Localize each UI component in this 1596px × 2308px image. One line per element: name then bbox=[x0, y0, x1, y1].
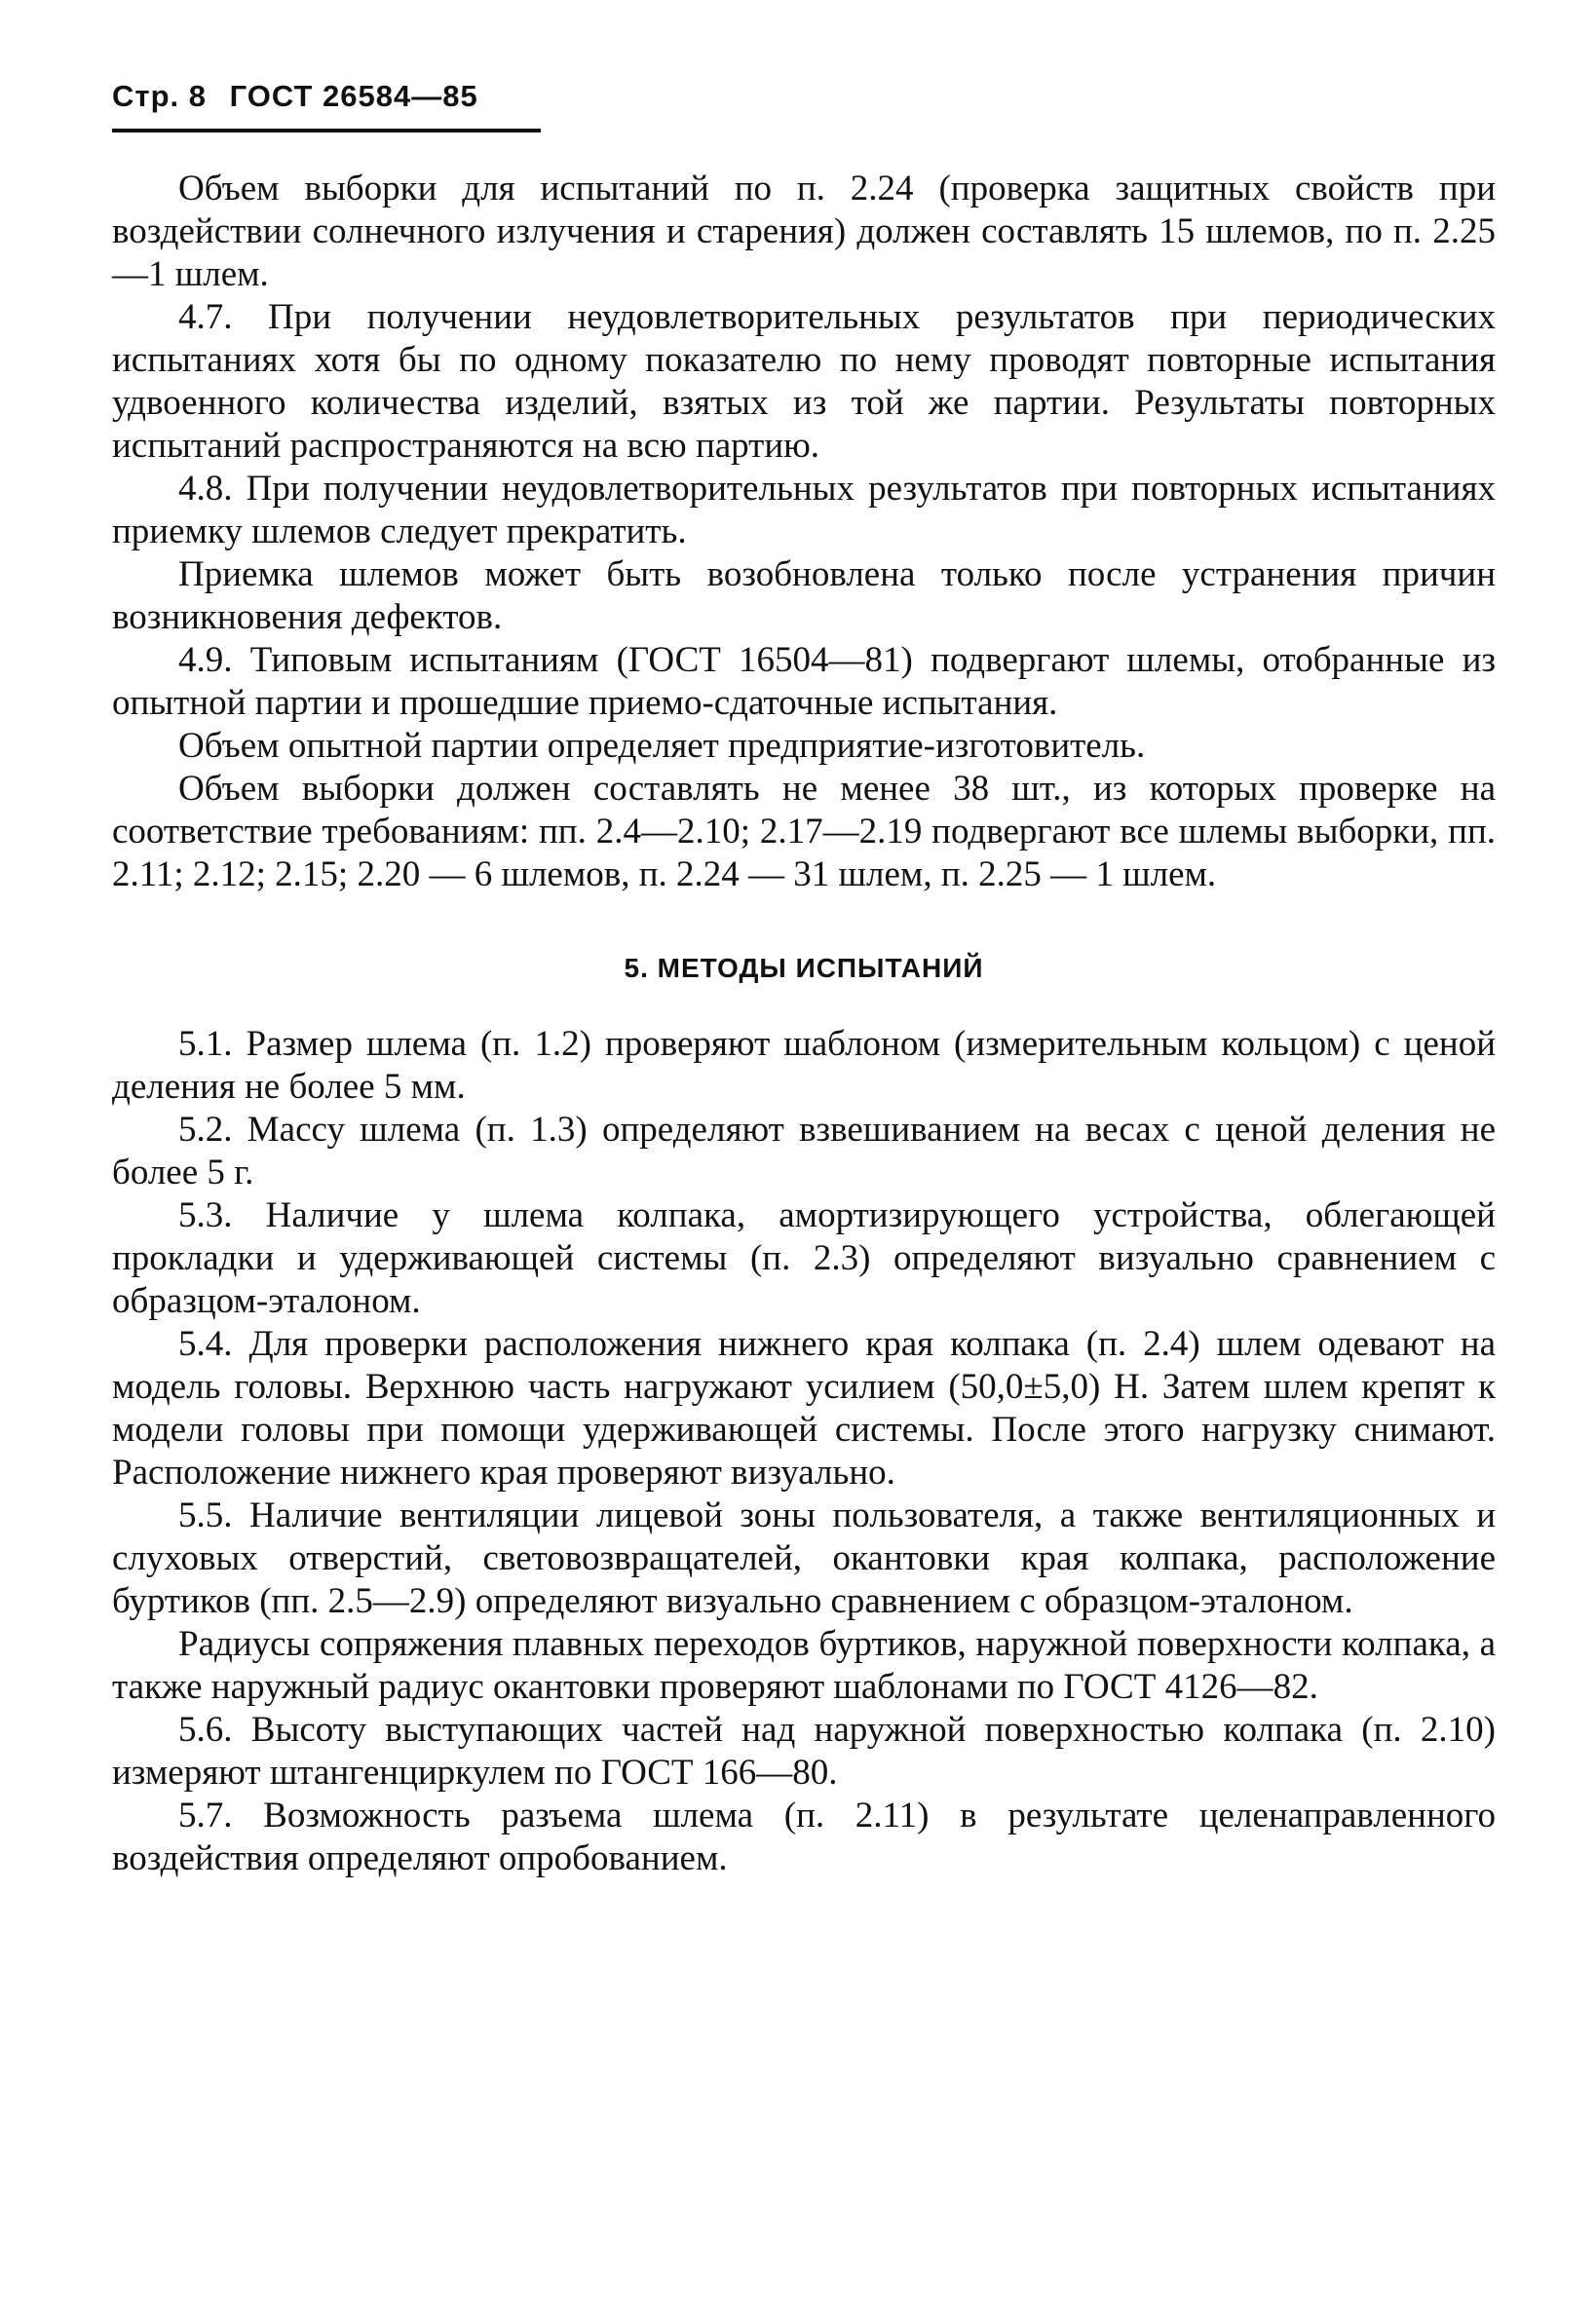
paragraph: 5.2. Массу шлема (п. 1.3) определяют взвешиванием на весах с ценой деления не более 5 г. bbox=[112, 1110, 1496, 1192]
page-number: Стр. 8 bbox=[112, 79, 207, 113]
paragraph: 5.4. Для проверки расположения нижнего края колпака (п. 2.4) шлем одевают на модель головы. Верхнюю часть нагружают усилием (50,0±5,0) Н. Затем шлем крепят к модели головы при помощи удерживающей системы. После этого нагрузку снимают. Расположение нижнего края проверяют визуально. bbox=[112, 1324, 1496, 1493]
page-header bbox=[112, 68, 541, 132]
paragraph: 4.9. Типовым испытаниям (ГОСТ 16504—81) подвергают шлемы, отобранные из опытной партии и прошедшие приемо-сдаточные испытания. bbox=[112, 640, 1496, 723]
section-title: 5. МЕТОДЫ ИСПЫТАНИЙ bbox=[624, 953, 984, 983]
paragraph: 4.7. При получении неудовлетворительных результатов при периодических испытаниях хотя бы по одному показателю по нему проводят повторные испытания удвоенного количества изделий, взятых из той же партии. Результаты повторных испытаний распространяются на всю партию. bbox=[112, 297, 1496, 466]
paragraph: 5.6. Высоту выступающих частей над наружной поверхностью колпака (п. 2.10) измеряют штангенциркулем по ГОСТ 166—80. bbox=[112, 1710, 1496, 1793]
paragraph: Радиусы сопряжения плавных переходов буртиков, наружной поверхности колпака, а также наружный радиус окантовки проверяют шаблонами по ГОСТ 4126—82. bbox=[112, 1624, 1496, 1707]
paragraph: 5.3. Наличие у шлема колпака, амортизирующего устройства, облегающей прокладки и удерживающей системы (п. 2.3) определяют визуально сравнением с образцом-эталоном. bbox=[112, 1195, 1496, 1321]
document-page bbox=[112, 68, 1496, 2270]
paragraph: 5.7. Возможность разъема шлема (п. 2.11) в результате целенаправленного воздействия определяют опробованием. bbox=[112, 1796, 1496, 1878]
paragraph: Приемка шлемов может быть возобновлена только после устранения причин возникновения дефектов. bbox=[112, 554, 1496, 637]
paragraph: Объем выборки должен составлять не менее 38 шт., из которых проверке на соответствие требованиям: пп. 2.4—2.10; 2.17—2.19 подвергают все шлемы выборки, пп. 2.11; 2.12; 2.15; 2.20 — 6 шлемов, п. 2.24 — 31 шлем, п. 2.25 — 1 шлем. bbox=[112, 769, 1496, 894]
paragraph: Объем выборки для испытаний по п. 2.24 (проверка защитных свойств при воздействии солнечного излучения и старения) должен составлять 15 шлемов, по п. 2.25—1 шлем. bbox=[112, 169, 1496, 294]
paragraph: Объем опытной партии определяет предприятие-изготовитель. bbox=[178, 726, 1146, 766]
paragraph: 5.5. Наличие вентиляции лицевой зоны пользователя, а также вентиляционных и слуховых отверстий, световозвращателей, окантовки края колпака, расположение буртиков (пп. 2.5—2.9) определяют визуально сравнением с образцом-эталоном. bbox=[112, 1495, 1496, 1621]
document-body bbox=[112, 168, 1496, 1880]
paragraph: 4.8. При получении неудовлетворительных результатов при повторных испытаниях приемку шлемов следует прекратить. bbox=[112, 469, 1496, 551]
standard-id: ГОСТ 26584—85 bbox=[229, 79, 478, 113]
paragraph: 5.1. Размер шлема (п. 1.2) проверяют шаблоном (измерительным кольцом) с ценой деления не более 5 мм. bbox=[112, 1024, 1496, 1107]
